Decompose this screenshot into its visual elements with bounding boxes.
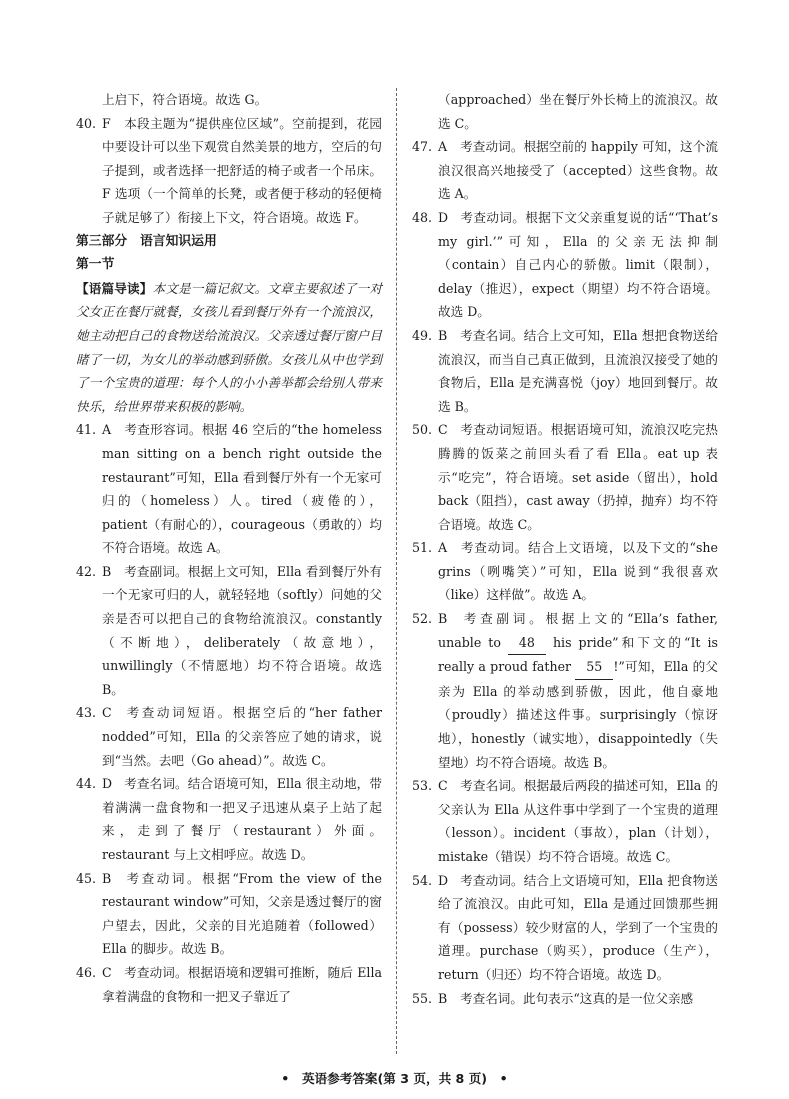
blank-48: 48 xyxy=(508,631,546,656)
item-explanation: 考查动词。根据“From the view of the restaurant window”可知，父亲是透过餐厅的窗户望去，因此，父亲的目光追随着（followed）Ella 的脚步。故选 B。 xyxy=(102,870,382,957)
answer-item-47 xyxy=(412,135,718,206)
item-answer: C xyxy=(102,705,112,721)
item-answer: C xyxy=(102,964,112,980)
item-explanation: 考查名词。此句表示“这真的是一位父亲感 xyxy=(460,990,694,1006)
answer-item-43 xyxy=(76,701,382,772)
item-number: 52. xyxy=(412,611,433,627)
item-explanation-part3: !”可知，Ella 的父亲为 Ella 的举动感到骄傲，因此，他自豪地（proudly）描述这件事。surprisingly（惊讶地），honestly（诚实地），disappointedly（失望地）均不符合语境。故选 B。 xyxy=(438,659,719,770)
item-answer: F xyxy=(102,115,111,131)
item-answer: B xyxy=(102,563,112,579)
item-explanation: 考查动词短语。根据空后的“her father nodded”可知，Ella 的父亲答应了她的请求，说到“当然。去吧（Go ahead）”。故选 C。 xyxy=(102,705,382,768)
item-number: 54. xyxy=(412,872,433,888)
item-answer: D xyxy=(102,776,113,792)
page-footer: • 英语参考答案(第 3 页，共 8 页) • xyxy=(281,1071,508,1086)
item-number: 41. xyxy=(76,422,97,438)
item-number: 53. xyxy=(412,778,433,794)
item-number: 51. xyxy=(412,540,433,556)
item-number: 55. xyxy=(412,990,433,1006)
answer-item-42 xyxy=(76,560,382,702)
item-answer: B xyxy=(438,327,448,343)
answer-item-48 xyxy=(412,206,718,324)
item-number: 49. xyxy=(412,327,433,343)
section-title: 第三部分 语言知识运用 xyxy=(76,233,217,249)
guide-text: 本文是一篇记叙文。文章主要叙述了一对父女正在餐厅就餐，女孩儿看到餐厅外有一个流浪汉，她主动把自己的食物送给流浪汉。父亲透过餐厅窗户目睹了一切，为女儿的举动感到骄傲。女孩儿从中也学到了一个宝贵的道理：每个人的小小善举都会给别人带来快乐，给世界带来积极的影响。 xyxy=(76,280,383,414)
item-number: 46. xyxy=(76,964,97,980)
item-number: 45. xyxy=(76,870,97,886)
answer-item-50 xyxy=(412,418,718,536)
answer-item-40 xyxy=(76,112,382,230)
item-explanation: 本段主题为“提供座位区域”。空前提到，花园中要设计可以坐下观赏自然美景的地方，空后的句子提到，或者选择一把舒适的椅子或者一个吊床。F 选项（一个简单的长凳，或者便于移动的轻便椅子就足够了）衔接上下文，符合语境。故选 F。 xyxy=(102,115,382,225)
item-answer: C xyxy=(438,422,448,438)
answer-item-49 xyxy=(412,324,718,418)
item-explanation: 考查动词。根据空前的 happily 可知，这个流浪汉很高兴地接受了（accepted）这些食物。故选 A。 xyxy=(438,139,718,202)
answer-item-45 xyxy=(76,867,382,961)
item-explanation: 考查动词。结合上文语境可知，Ella 把食物送给了流浪汉。由此可知，Ella 是通过回馈那些拥有（possess）较少财富的人，学到了一个宝贵的道理。purchase（购买），produce（生产），return（归还）均不符合语境。故选 D。 xyxy=(438,872,718,982)
item-answer: B xyxy=(102,870,112,886)
item-number: 42. xyxy=(76,563,97,579)
passage-guide xyxy=(76,277,382,419)
item-number: 44. xyxy=(76,776,97,792)
right-top-continuation: （approached）坐在餐厅外长椅上的流浪汉。故选 C。 xyxy=(438,92,718,131)
right-column xyxy=(412,88,718,1010)
answer-item-46 xyxy=(76,961,382,1008)
guide-label: 【语篇导读】 xyxy=(76,280,153,296)
item-explanation: 考查名词。根据最后两段的描述可知，Ella 的父亲认为 Ella 从这件事中学到了一个宝贵的道理（lesson）。incident（事故），plan（计划），mistake（错误）均不符合语境。故选 C。 xyxy=(438,778,718,864)
subsection-title: 第一节 xyxy=(76,257,115,273)
answer-item-44 xyxy=(76,772,382,866)
column-divider xyxy=(396,88,397,1054)
item-explanation: 考查动词短语。根据语境可知，流浪汉吃完热腾腾的饭菜之前回头看了看 Ella。eat up 表示“吃完”，符合语境。set aside（留出），hold back（阻挡），cast away（扔掉，抛弃）均不符合语境。故选 C。 xyxy=(438,422,718,532)
blank-55: 55 xyxy=(575,655,613,680)
item-explanation-part2: his pride”和下文的“It is really a proud father xyxy=(438,634,718,675)
answer-item-41 xyxy=(76,418,382,560)
item-answer: C xyxy=(438,778,448,794)
item-answer: A xyxy=(438,139,448,155)
answer-item-53 xyxy=(412,774,718,868)
answer-item-54 xyxy=(412,869,718,987)
answer-item-55 xyxy=(412,987,718,1011)
answer-item-52 xyxy=(412,607,718,774)
item-explanation: 考查副词。根据上文可知，Ella 看到餐厅外有一个无家可归的人，就轻轻地（softly）问她的父亲是否可以把自己的食物给流浪汉。constantly（不断地），deliberately（故意地），unwillingly（不情愿地）均不符合语境。故选 B。 xyxy=(102,563,382,697)
left-column xyxy=(76,88,382,1008)
item-answer: D xyxy=(438,209,449,225)
item-explanation-part1: 考查副词。根据上文的“Ella’s father, unable to xyxy=(438,611,718,650)
item-answer: A xyxy=(102,422,112,438)
item-number: 43. xyxy=(76,705,97,721)
item-answer: B xyxy=(438,611,448,627)
item-explanation: 考查名词。结合语境可知，Ella 很主动地，带着满满一盘食物和一把叉子迅速从桌子上站了起来，走到了餐厅（restaurant）外面。restaurant 与上文相呼应。故选 D。 xyxy=(102,776,382,862)
answer-item-51 xyxy=(412,536,718,607)
item-number: 40. xyxy=(76,115,97,131)
item-explanation: 考查名词。结合上文可知，Ella 想把食物送给流浪汉，而当自己真正做到，且流浪汉接受了她的食物后，Ella 是充满喜悦（joy）地回到餐厅。故选 B。 xyxy=(438,327,718,414)
item-answer: D xyxy=(438,872,449,888)
item-answer: A xyxy=(438,540,448,556)
item-number: 48. xyxy=(412,209,433,225)
item-explanation: 考查形容词。根据 46 空后的“the homeless man sitting on a bench right outside the restaurant”可知，Ella 看到餐厅外有一个无家可归的（homeless）人。tired（疲倦的），patient（有耐心的），courageous（勇敢的）均不符合语境。故选 A。 xyxy=(102,422,382,556)
item-answer: B xyxy=(438,990,448,1006)
item-number: 50. xyxy=(412,422,433,438)
item-explanation: 考查动词。结合上文语境，以及下文的“she grins（咧嘴笑）”可知，Ella 说到“我很喜欢（like）这样做”。故选 A。 xyxy=(438,540,718,603)
item-number: 47. xyxy=(412,139,433,155)
left-top-continuation: 上启下，符合语境。故选 G。 xyxy=(102,92,268,107)
item-explanation: 考查动词。根据下文父亲重复说的话“‘That’s my girl.’”可知，Ella 的父亲无法抑制（contain）自己内心的骄傲。limit（限制），delay（推迟），expect（期望）均不符合语境。故选 D。 xyxy=(438,209,718,320)
item-explanation: 考查动词。根据语境和逻辑可推断，随后 Ella 拿着满盘的食物和一把叉子靠近了 xyxy=(102,964,382,1004)
